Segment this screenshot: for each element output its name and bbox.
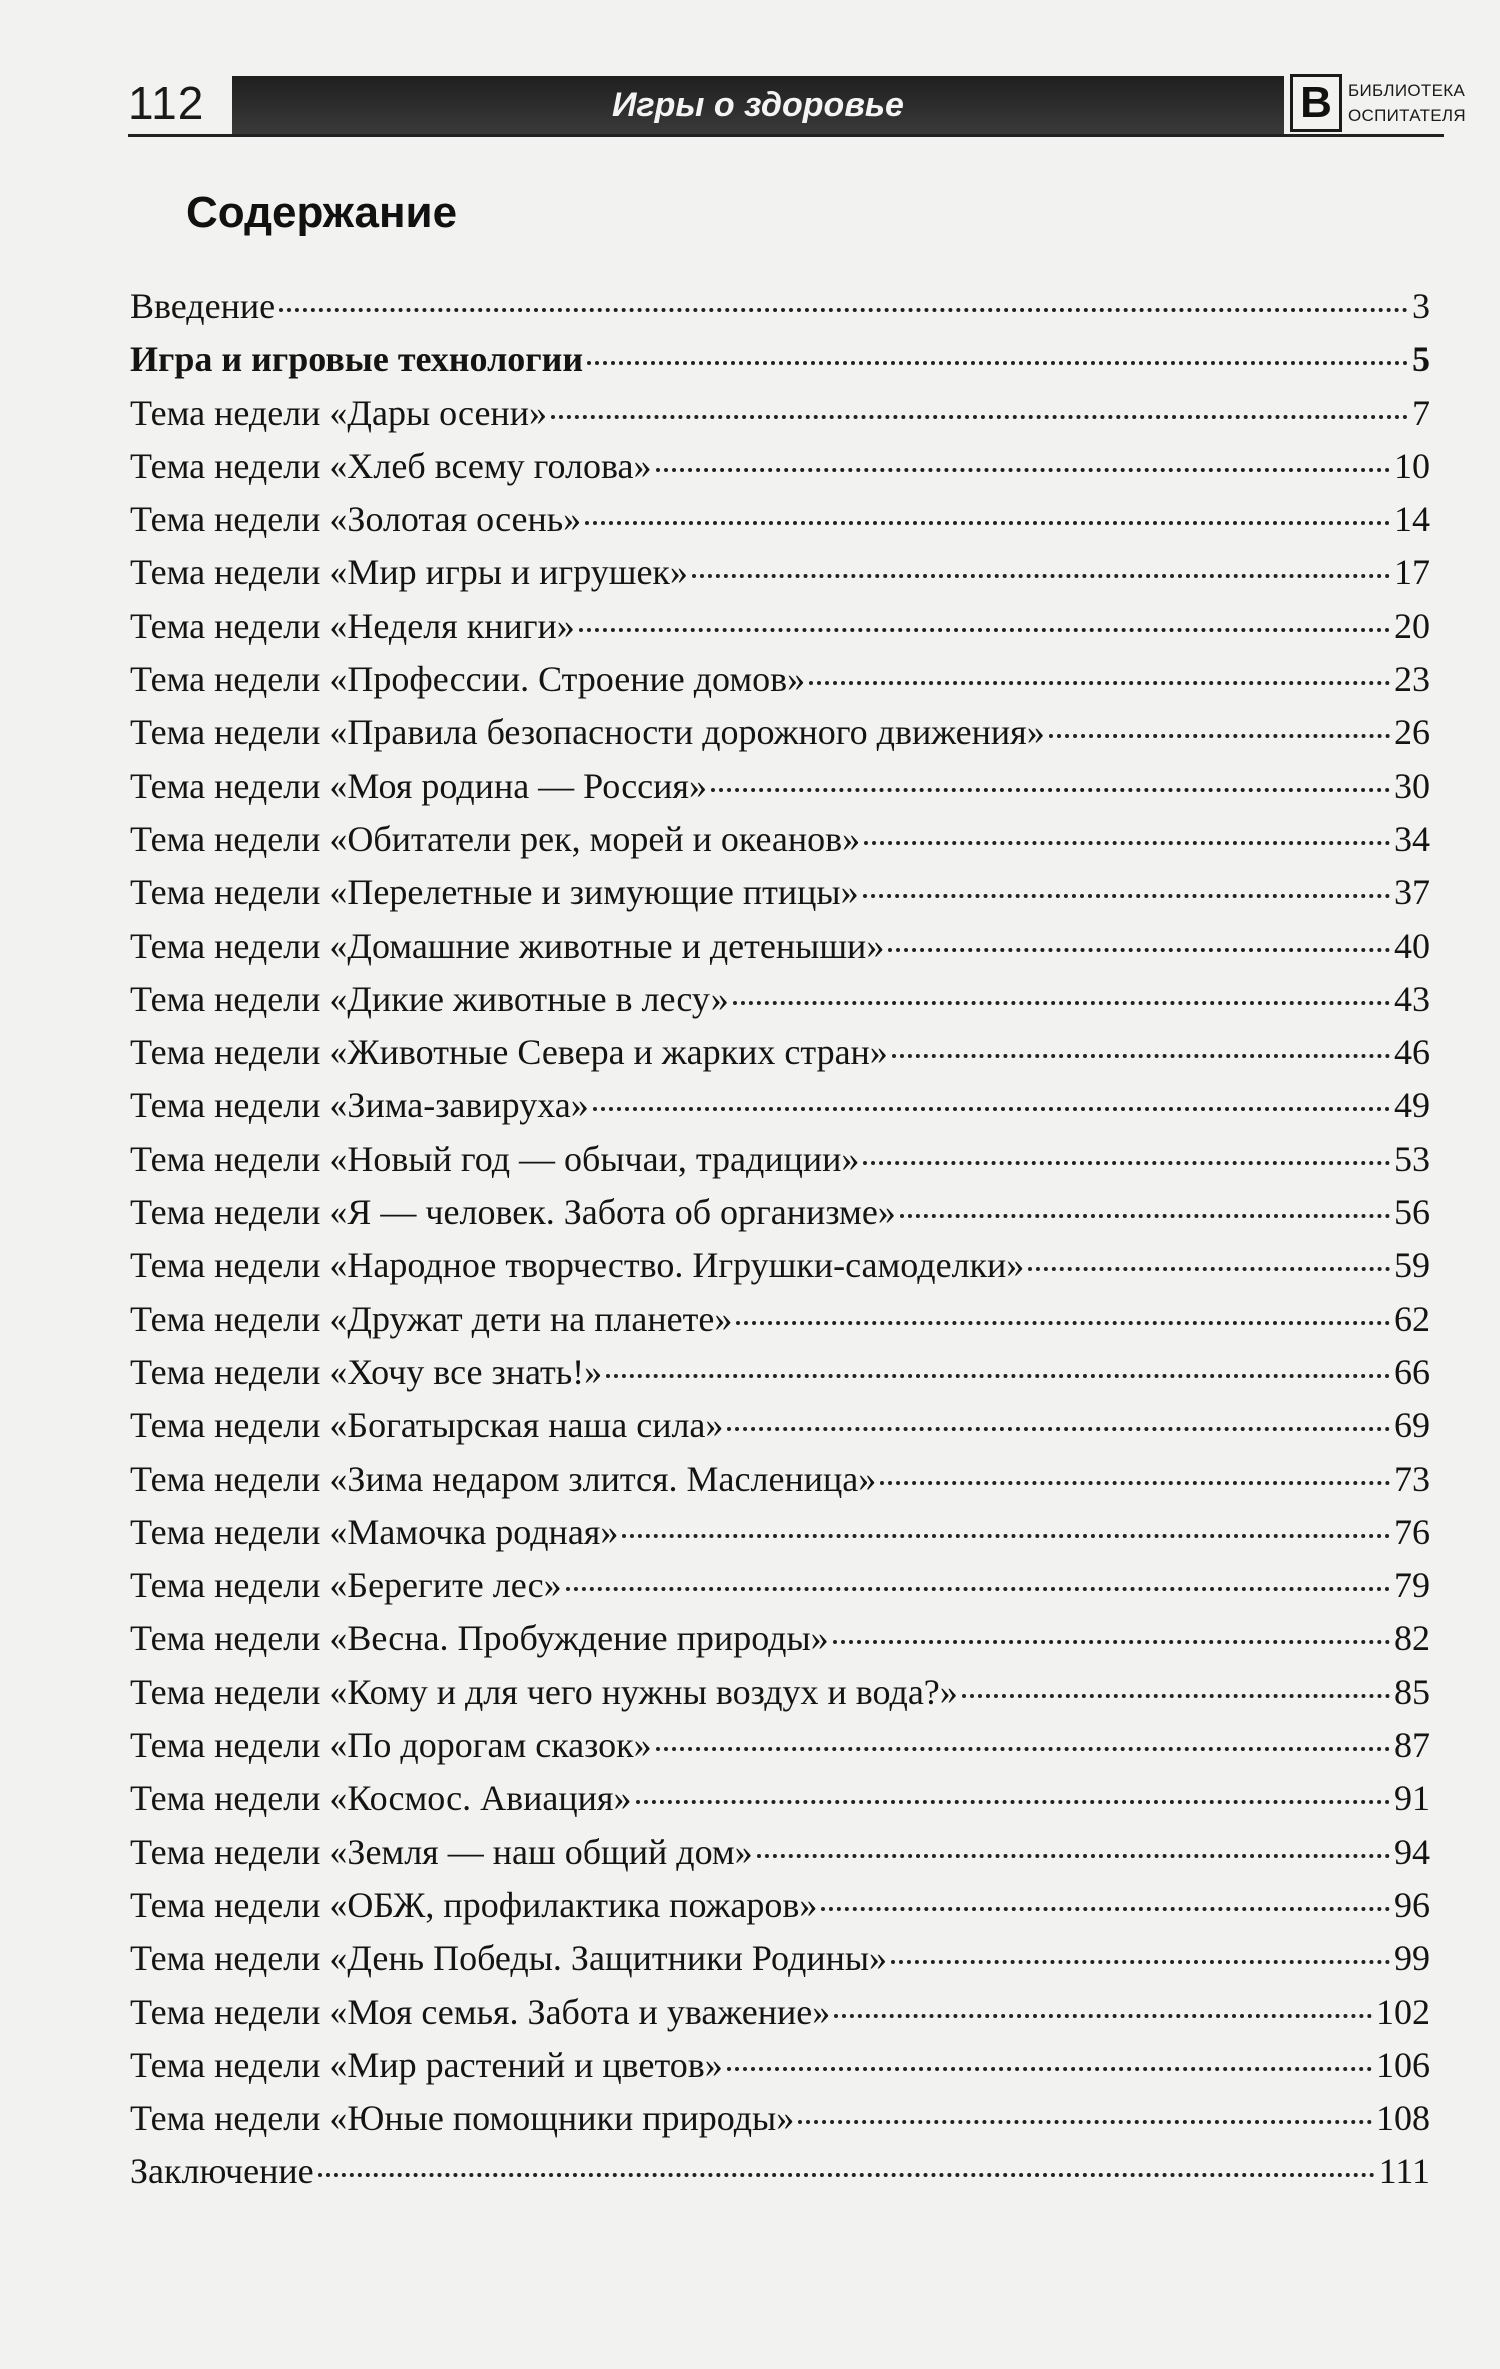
toc-entry-title: Тема недели «Золотая осень» xyxy=(130,499,582,540)
toc-leader-dots xyxy=(622,1534,1390,1538)
toc-entry xyxy=(130,600,1430,653)
toc-entry-page: 87 xyxy=(1394,1725,1430,1766)
toc-entry xyxy=(130,1453,1430,1506)
toc-entry-page: 20 xyxy=(1394,605,1430,646)
toc-entry-page: 62 xyxy=(1394,1298,1430,1339)
toc-entry xyxy=(130,1986,1430,2039)
toc-entry-page: 7 xyxy=(1412,392,1430,433)
toc-leader-dots xyxy=(962,1694,1390,1698)
toc-entry xyxy=(130,1719,1430,1772)
toc-entry-title: Тема недели «Мир игры и игрушек» xyxy=(130,552,688,593)
toc-leader-dots xyxy=(888,948,1390,952)
toc-leader-dots xyxy=(733,1001,1390,1005)
toc-entry-title: Тема недели «Дикие животные в лесу» xyxy=(130,978,729,1019)
toc-entry xyxy=(130,387,1430,440)
toc-leader-dots xyxy=(892,1054,1390,1058)
toc-entry-page: 66 xyxy=(1394,1351,1430,1392)
toc-entry xyxy=(130,813,1430,866)
toc-entry-title: Тема недели «Зима недаром злится. Масленица» xyxy=(130,1458,877,1499)
toc-leader-dots xyxy=(606,1374,1390,1378)
toc-entry-page: 85 xyxy=(1394,1671,1430,1712)
toc-leader-dots xyxy=(727,1427,1390,1431)
toc-leader-dots xyxy=(318,2173,1375,2177)
toc-entry-title: Тема недели «Животные Севера и жарких стран» xyxy=(130,1032,888,1073)
toc-entry-title: Тема недели «Неделя книги» xyxy=(130,605,575,646)
toc-entry xyxy=(130,653,1430,706)
toc-entry-page: 17 xyxy=(1394,552,1430,593)
toc-leader-dots xyxy=(757,1854,1390,1858)
book-title: Игры о здоровье xyxy=(612,86,904,124)
toc-entry xyxy=(130,1239,1430,1292)
toc-leader-dots xyxy=(727,2067,1372,2071)
toc-entry-page: 40 xyxy=(1394,925,1430,966)
toc-entry xyxy=(130,1506,1430,1559)
toc-entry xyxy=(130,280,1430,333)
toc-entry-title: Тема недели «ОБЖ, профилактика пожаров» xyxy=(130,1884,818,1925)
toc-entry xyxy=(130,760,1430,813)
toc-entry-title: Тема недели «Космос. Авиация» xyxy=(130,1778,632,1819)
toc-entry xyxy=(130,1772,1430,1825)
toc-entry-title: Тема недели «Народное творчество. Игрушки-самоделки» xyxy=(130,1245,1025,1286)
toc-entry-page: 53 xyxy=(1394,1138,1430,1179)
toc-entry-title: Тема недели «Моя семья. Забота и уважение» xyxy=(130,1991,831,2032)
toc-leader-dots xyxy=(821,1907,1390,1911)
toc-leader-dots xyxy=(551,415,1408,419)
series-logo-line-1: БИБЛИОТЕКА xyxy=(1348,81,1466,100)
toc-heading: Содержание xyxy=(186,188,458,237)
toc-entry-page: 5 xyxy=(1412,339,1430,380)
toc-entry xyxy=(130,2039,1430,2092)
toc-leader-dots xyxy=(736,1321,1390,1325)
toc-entry-page: 46 xyxy=(1394,1032,1430,1073)
toc-entry-page: 69 xyxy=(1394,1405,1430,1446)
toc-leader-dots xyxy=(809,681,1390,685)
toc-entry xyxy=(130,1559,1430,1612)
toc-entry-title: Тема недели «Юные помощники природы» xyxy=(130,2098,795,2139)
page-number: 112 xyxy=(128,77,205,129)
toc-leader-dots xyxy=(863,894,1390,898)
toc-leader-dots xyxy=(692,574,1390,578)
toc-leader-dots xyxy=(1028,1267,1390,1271)
toc-leader-dots xyxy=(891,1960,1390,1964)
toc-leader-dots xyxy=(900,1214,1390,1218)
toc-leader-dots xyxy=(587,361,1408,365)
toc-entry-page: 94 xyxy=(1394,1831,1430,1872)
toc-entry-title: Тема недели «Земля — наш общий дом» xyxy=(130,1831,753,1872)
toc-leader-dots xyxy=(593,1107,1390,1111)
toc-entry xyxy=(130,2092,1430,2145)
toc-entry-title: Тема недели «Я — человек. Забота об организме» xyxy=(130,1192,896,1233)
toc-leader-dots xyxy=(834,2014,1372,2018)
toc-entry-title: Тема недели «Хочу все знать!» xyxy=(130,1351,603,1392)
toc-entry-page: 56 xyxy=(1394,1192,1430,1233)
toc-entry-page: 106 xyxy=(1376,2044,1430,2085)
toc-entry-page: 14 xyxy=(1394,499,1430,540)
toc-entry xyxy=(130,1346,1430,1399)
toc-entry-title: Тема недели «Весна. Пробуждение природы» xyxy=(130,1618,829,1659)
toc-leader-dots xyxy=(585,521,1390,525)
toc-entry-page: 82 xyxy=(1394,1618,1430,1659)
toc-entry-page: 79 xyxy=(1394,1565,1430,1606)
toc-entry-title: Тема недели «Кому и для чего нужны воздух и вода?» xyxy=(130,1671,958,1712)
toc-leader-dots xyxy=(863,1161,1390,1165)
toc-entry-page: 37 xyxy=(1394,872,1430,913)
toc-entry-page: 30 xyxy=(1394,765,1430,806)
toc-entry-page: 43 xyxy=(1394,978,1430,1019)
series-logo xyxy=(1290,70,1466,134)
toc-leader-dots xyxy=(711,788,1390,792)
header-rule xyxy=(128,134,1444,137)
toc-entry xyxy=(130,1879,1430,1932)
toc-leader-dots xyxy=(798,2120,1372,2124)
toc-entry-page: 76 xyxy=(1394,1511,1430,1552)
toc-entry-page: 99 xyxy=(1394,1938,1430,1979)
toc-entry xyxy=(130,1186,1430,1239)
toc-entry xyxy=(130,1399,1430,1452)
toc-leader-dots xyxy=(636,1800,1391,1804)
toc-leader-dots xyxy=(279,308,1408,312)
toc-leader-dots xyxy=(833,1640,1390,1644)
toc-entry-title: Введение xyxy=(130,286,276,326)
toc-entry-page: 10 xyxy=(1394,445,1430,486)
toc-entry xyxy=(130,920,1430,973)
toc-entry-page: 96 xyxy=(1394,1884,1430,1925)
toc-entry-title: Тема недели «Моя родина — Россия» xyxy=(130,765,707,806)
toc-entry xyxy=(130,333,1430,386)
toc-leader-dots xyxy=(1049,734,1390,738)
series-logo-letter: В xyxy=(1290,74,1342,132)
toc-entry-title: Заключение xyxy=(130,2151,314,2192)
toc-entry xyxy=(130,1293,1430,1346)
toc-entry xyxy=(130,866,1430,919)
toc-entry-title: Тема недели «Правила безопасности дорожного движения» xyxy=(130,712,1045,753)
toc-entry-title: Тема недели «Перелетные и зимующие птицы» xyxy=(130,872,859,913)
toc-entry xyxy=(130,1666,1430,1719)
toc-entry-title: Тема недели «Профессии. Строение домов» xyxy=(130,659,806,700)
toc-entry xyxy=(130,1826,1430,1879)
toc-entry xyxy=(130,1612,1430,1665)
series-logo-line-2: ОСПИТАТЕЛЯ xyxy=(1348,106,1466,125)
toc-entry xyxy=(130,493,1430,546)
toc-entry-title: Тема недели «Домашние животные и детеныши» xyxy=(130,925,885,966)
toc-entry-page: 91 xyxy=(1394,1778,1430,1819)
toc-entry-page: 3 xyxy=(1412,286,1430,326)
toc-entry-page: 23 xyxy=(1394,659,1430,700)
toc-entry xyxy=(130,1079,1430,1132)
toc-leader-dots xyxy=(656,468,1391,472)
toc-entry-page: 111 xyxy=(1378,2151,1430,2192)
toc-entry xyxy=(130,973,1430,1026)
toc-entry-title: Тема недели «Богатырская наша сила» xyxy=(130,1405,724,1446)
header-title-bar xyxy=(232,76,1284,134)
toc-entry xyxy=(130,1932,1430,1985)
page-header xyxy=(128,70,1466,150)
toc-entry-title: Тема недели «Мир растений и цветов» xyxy=(130,2044,723,2085)
toc-leader-dots xyxy=(566,1587,1390,1591)
toc-leader-dots xyxy=(579,628,1390,632)
toc-entry-title: Тема недели «По дорогам сказок» xyxy=(130,1725,652,1766)
toc-entry-title: Тема недели «Берегите лес» xyxy=(130,1565,562,1606)
toc-entry-page: 102 xyxy=(1376,1991,1430,2032)
toc-entry-title: Тема недели «Обитатели рек, морей и океанов» xyxy=(130,818,861,859)
toc-entry xyxy=(130,1133,1430,1186)
toc-entry xyxy=(130,546,1430,599)
toc-entry-title: Тема недели «Зима-завируха» xyxy=(130,1085,589,1126)
toc-entry-page: 108 xyxy=(1376,2098,1430,2139)
toc-entry-page: 59 xyxy=(1394,1245,1430,1286)
toc-entry-page: 73 xyxy=(1394,1458,1430,1499)
toc-entry xyxy=(130,2145,1430,2198)
toc-entry-title: Тема недели «Дары осени» xyxy=(130,392,547,433)
toc-entry-title: Тема недели «День Победы. Защитники Родины» xyxy=(130,1938,888,1979)
toc-entry-title: Игра и игровые технологии xyxy=(130,339,584,380)
toc-entry-page: 34 xyxy=(1394,818,1430,859)
toc-leader-dots xyxy=(880,1481,1390,1485)
toc-entry-page: 49 xyxy=(1394,1085,1430,1126)
table-of-contents xyxy=(130,280,1430,2199)
toc-entry-title: Тема недели «Дружат дети на планете» xyxy=(130,1298,733,1339)
toc-entry-page: 26 xyxy=(1394,712,1430,753)
toc-entry xyxy=(130,706,1430,759)
toc-entry-title: Тема недели «Хлеб всему голова» xyxy=(130,445,652,486)
toc-leader-dots xyxy=(864,841,1390,845)
toc-entry-title: Тема недели «Новый год — обычаи, традиции» xyxy=(130,1138,860,1179)
toc-entry-title: Тема недели «Мамочка родная» xyxy=(130,1511,619,1552)
toc-entry xyxy=(130,1026,1430,1079)
series-logo-text xyxy=(1348,78,1466,128)
toc-entry xyxy=(130,440,1430,493)
toc-leader-dots xyxy=(656,1747,1390,1751)
